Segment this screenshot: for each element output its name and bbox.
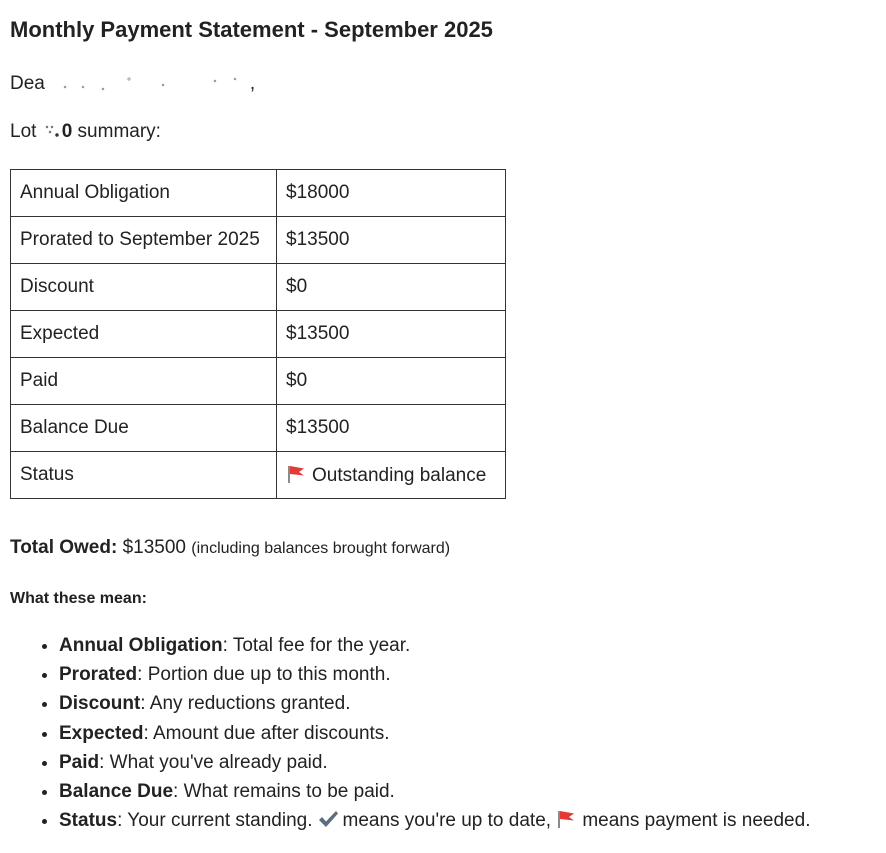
row-label: Balance Due: [11, 405, 277, 452]
table-row: [11, 217, 506, 264]
table-row: [11, 170, 506, 217]
definition-text: : Your current standing.: [117, 810, 313, 832]
list-item: [59, 633, 810, 662]
list-item: [59, 662, 810, 691]
row-value: $13500: [277, 311, 506, 358]
definitions-list: [10, 633, 810, 837]
definition-text: : Any reductions granted.: [140, 693, 351, 715]
row-value: $0: [277, 358, 506, 405]
definition-term: Paid: [59, 751, 100, 773]
list-item: [59, 691, 810, 720]
definition-text: : Amount due after discounts.: [143, 722, 390, 744]
definition-text-middle: means you're up to date,: [342, 810, 552, 832]
lot-suffix: summary:: [72, 121, 161, 142]
row-label: Paid: [11, 358, 277, 405]
total-note: (including balances brought forward): [191, 540, 451, 557]
list-item: [59, 750, 810, 779]
lot-prefix: Lot: [10, 121, 42, 142]
page-title: Monthly Payment Statement - September 2025: [10, 17, 493, 42]
row-label: Discount: [11, 264, 277, 311]
row-value: $13500: [277, 217, 506, 264]
row-value: $13500: [277, 405, 506, 452]
row-value: $0: [277, 264, 506, 311]
definition-term: Expected: [59, 722, 144, 744]
summary-table: [10, 169, 506, 499]
lot-number: 0: [61, 121, 73, 142]
redacted-lot-number: [42, 123, 62, 139]
definition-term: Status: [59, 810, 118, 832]
definition-text: : Portion due up to this month.: [137, 664, 391, 686]
table-row: [11, 311, 506, 358]
row-value: $18000: [277, 170, 506, 217]
list-item: [59, 808, 810, 837]
red-flag-icon: [286, 464, 306, 484]
table-row: [11, 264, 506, 311]
definition-text: : Total fee for the year.: [222, 635, 411, 656]
total-amount: $13500: [122, 537, 186, 558]
table-row: [11, 405, 506, 452]
greeting-prefix: Dea: [10, 73, 45, 94]
total-label: Total Owed:: [10, 537, 118, 558]
table-row: [11, 358, 506, 405]
table-row: [11, 452, 506, 499]
list-item: [59, 779, 810, 808]
row-label: Status: [11, 452, 277, 499]
definition-term: Annual Obligation: [59, 635, 223, 656]
status-value: [277, 452, 506, 499]
greeting: [10, 73, 255, 95]
definition-text: : What remains to be paid.: [173, 780, 395, 802]
definitions-heading: What these mean:: [10, 590, 147, 607]
list-item: [59, 721, 810, 750]
definition-text: : What you've already paid.: [99, 751, 328, 773]
definition-text-after: means payment is needed.: [582, 810, 811, 832]
definition-term: Balance Due: [59, 780, 174, 802]
definition-term: Prorated: [59, 664, 138, 686]
check-mark-icon: [317, 809, 339, 829]
row-label: Prorated to September 2025: [11, 217, 277, 264]
red-flag-icon: [556, 809, 576, 829]
greeting-suffix: ,: [249, 73, 256, 94]
status-text: Outstanding balance: [312, 464, 487, 486]
redacted-name: [45, 75, 250, 91]
row-label: Expected: [11, 311, 277, 358]
row-label: Annual Obligation: [11, 170, 277, 217]
lot-summary-line: [10, 121, 161, 143]
total-owed: [10, 537, 450, 559]
definition-term: Discount: [59, 693, 141, 715]
